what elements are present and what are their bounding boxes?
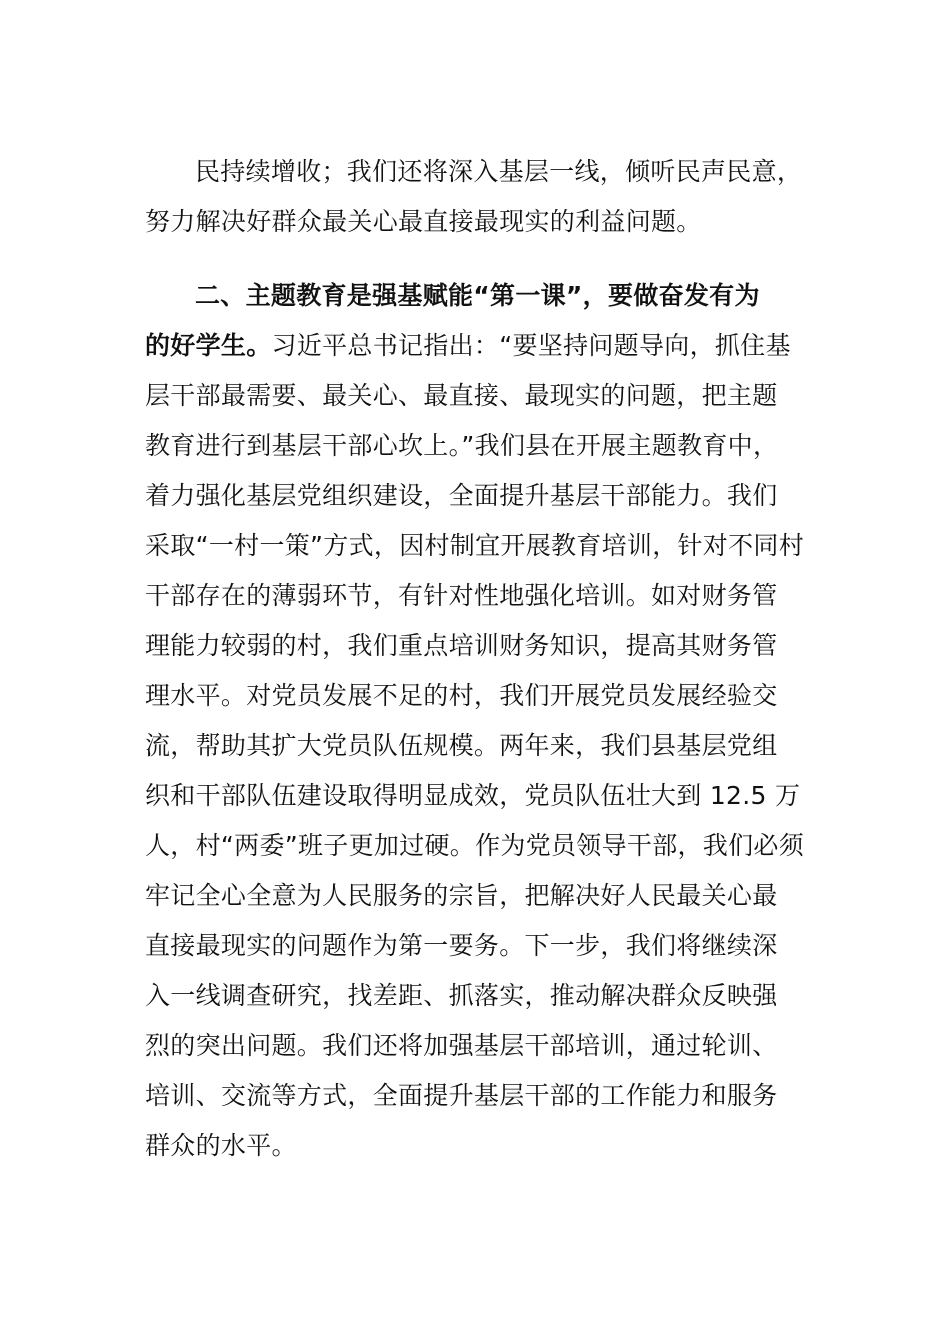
body-line: 干部存在的薄弱环节，有针对性地强化培训。如对财务管 (145, 581, 778, 610)
body-line: 牢记全心全意为人民服务的宗旨，把解决好人民最关心最 (145, 881, 778, 910)
body-line: 理水平。对党员发展不足的村，我们开展党员发展经验交 (145, 681, 778, 710)
body-line: 理能力较弱的村，我们重点培训财务知识，提高其财务管 (145, 631, 778, 660)
section-heading-line-1: 二、主题教育是强基赋能“第一课”，要做奋发有为 (195, 281, 760, 310)
body-line: 培训、交流等方式，全面提升基层干部的工作能力和服务 (145, 1081, 778, 1110)
body-line: 入一线调查研究，找差距、抓落实，推动解决群众反映强 (145, 981, 778, 1010)
body-line: 织和干部队伍建设取得明显成效，党员队伍壮大到 12.5 万 (145, 781, 801, 810)
body-line: 烈的突出问题。我们还将加强基层干部培训，通过轮训、 (145, 1031, 778, 1060)
body-line: 流，帮助其扩大党员队伍规模。两年来，我们县基层党组 (145, 731, 778, 760)
quote-intro: 习近平总书记指出：“要坚持问题导向，抓住基 (271, 331, 791, 360)
paragraph-1-line-2: 努力解决好群众最关心最直接最现实的利益问题。 (145, 207, 702, 236)
body-line: 层干部最需要、最关心、最直接、最现实的问题，把主题 (145, 381, 778, 410)
body-line: 群众的水平。 (145, 1131, 297, 1160)
body-line: 直接最现实的问题作为第一要务。下一步，我们将继续深 (145, 931, 778, 960)
paragraph-1-line-1: 民持续增收；我们还将深入基层一线，倾听民声民意， (195, 157, 803, 186)
body-line: 教育进行到基层干部心坎上。”我们县在开展主题教育中， (145, 431, 779, 460)
body-line: 采取“一村一策”方式，因村制宜开展教育培训，针对不同村 (145, 531, 805, 560)
body-line: 着力强化基层党组织建设，全面提升基层干部能力。我们 (145, 481, 778, 510)
body-line: 人，村“两委”班子更加过硬。作为党员领导干部，我们必须 (145, 831, 805, 860)
section-heading-line-2 (145, 331, 791, 365)
section-heading-tail: 的好学生。 (145, 331, 272, 360)
